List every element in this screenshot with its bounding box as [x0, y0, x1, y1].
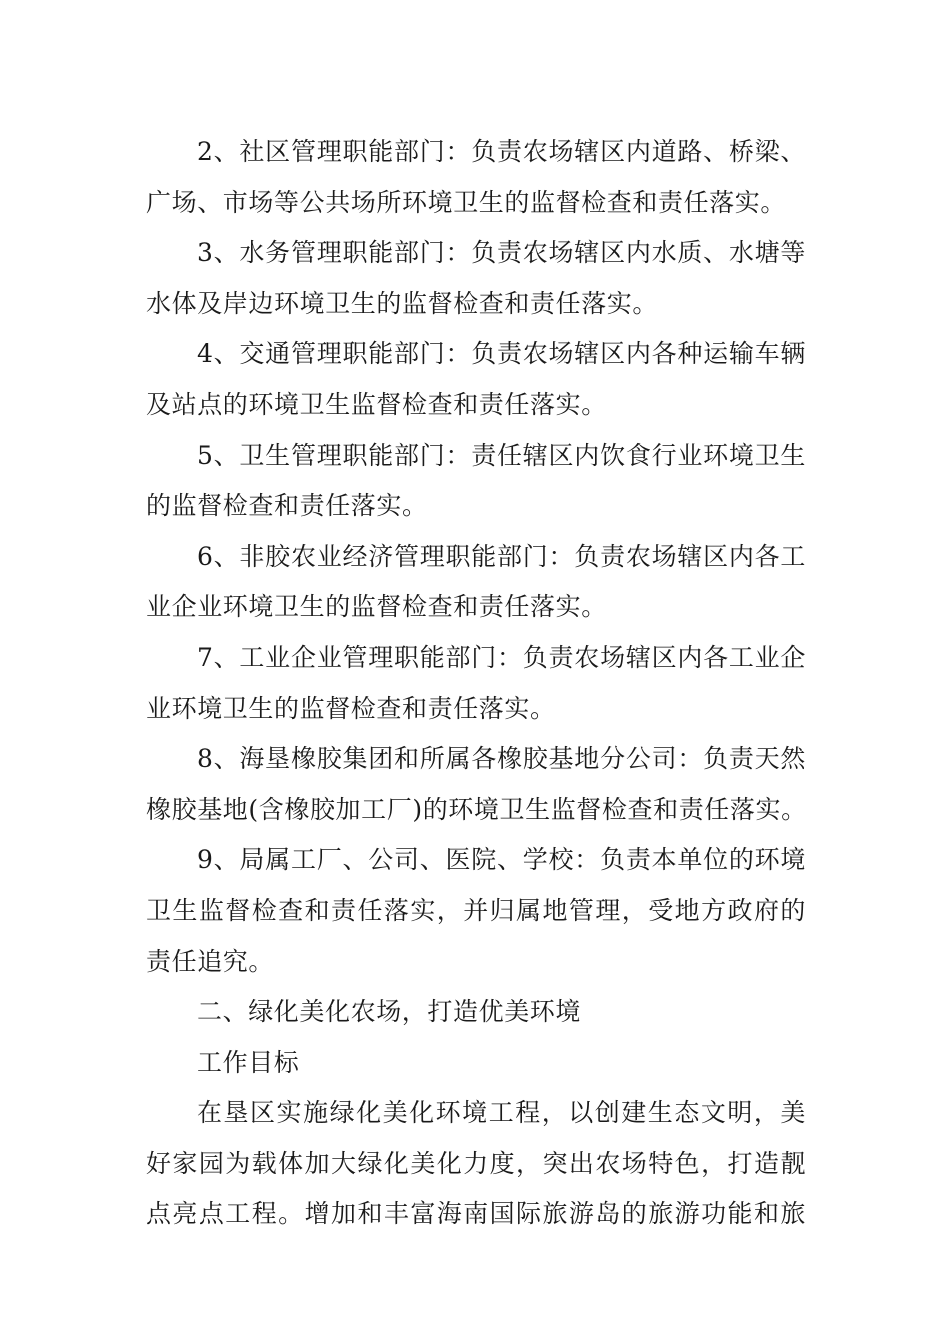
- paragraph: [146, 835, 806, 987]
- text-line: 7、工业企业管理职能部门：负责农场辖区内各工业企: [197, 642, 806, 672]
- text-line: 9、局属工厂、公司、医院、学校：负责本单位的环境: [197, 845, 806, 875]
- text-line: 二、绿化美化农场，打造优美环境: [197, 997, 582, 1027]
- text-line: 及站点的环境卫生监督检查和责任落实。: [146, 389, 607, 419]
- paragraph: [146, 127, 806, 228]
- text-line: 点亮点工程。增加和丰富海南国际旅游岛的旅游功能和旅: [146, 1199, 806, 1229]
- paragraph: [146, 329, 806, 430]
- paragraph: [146, 431, 806, 532]
- text-line: 的监督检查和责任落实。: [146, 491, 428, 521]
- paragraph: [146, 1088, 806, 1240]
- text-line: 3、水务管理职能部门：负责农场辖区内水质、水塘等: [197, 238, 806, 268]
- text-line: 水体及岸边环境卫生的监督检查和责任落实。: [146, 288, 659, 318]
- text-line: 好家园为载体加大绿化美化力度，突出农场特色，打造靓: [146, 1148, 806, 1178]
- text-line: 工作目标: [197, 1047, 300, 1077]
- text-line: 4、交通管理职能部门：负责农场辖区内各种运输车辆: [197, 339, 806, 369]
- text-line: 2、社区管理职能部门：负责农场辖区内道路、桥梁、: [197, 137, 806, 166]
- subsection-heading: [146, 1038, 806, 1089]
- text-line: 业企业环境卫生的监督检查和责任落实。: [146, 592, 607, 622]
- paragraph: [146, 228, 806, 329]
- text-line: 8、海垦橡胶集团和所属各橡胶基地分公司：负责天然: [197, 744, 806, 774]
- section-heading: [146, 987, 806, 1038]
- paragraph: [146, 532, 806, 633]
- paragraph: [146, 633, 806, 734]
- paragraph: [146, 734, 806, 835]
- text-line: 卫生监督检查和责任落实，并归属地管理，受地方政府的: [146, 895, 806, 925]
- text-line: 业环境卫生的监督检查和责任落实。: [146, 693, 556, 723]
- text-line: 5、卫生管理职能部门：责任辖区内饮食行业环境卫生: [197, 440, 806, 470]
- text-line: 在垦区实施绿化美化环境工程，以创建生态文明，美: [197, 1098, 806, 1128]
- text-line: 责任追究。: [146, 946, 275, 976]
- text-line: 广场、市场等公共场所环境卫生的监督检查和责任落实。: [146, 187, 787, 217]
- text-line: 6、非胶农业经济管理职能部门：负责农场辖区内各工: [197, 541, 806, 571]
- document-page: [146, 127, 806, 1240]
- text-line: 橡胶基地(含橡胶加工厂)的环境卫生监督检查和责任落实。: [146, 794, 807, 824]
